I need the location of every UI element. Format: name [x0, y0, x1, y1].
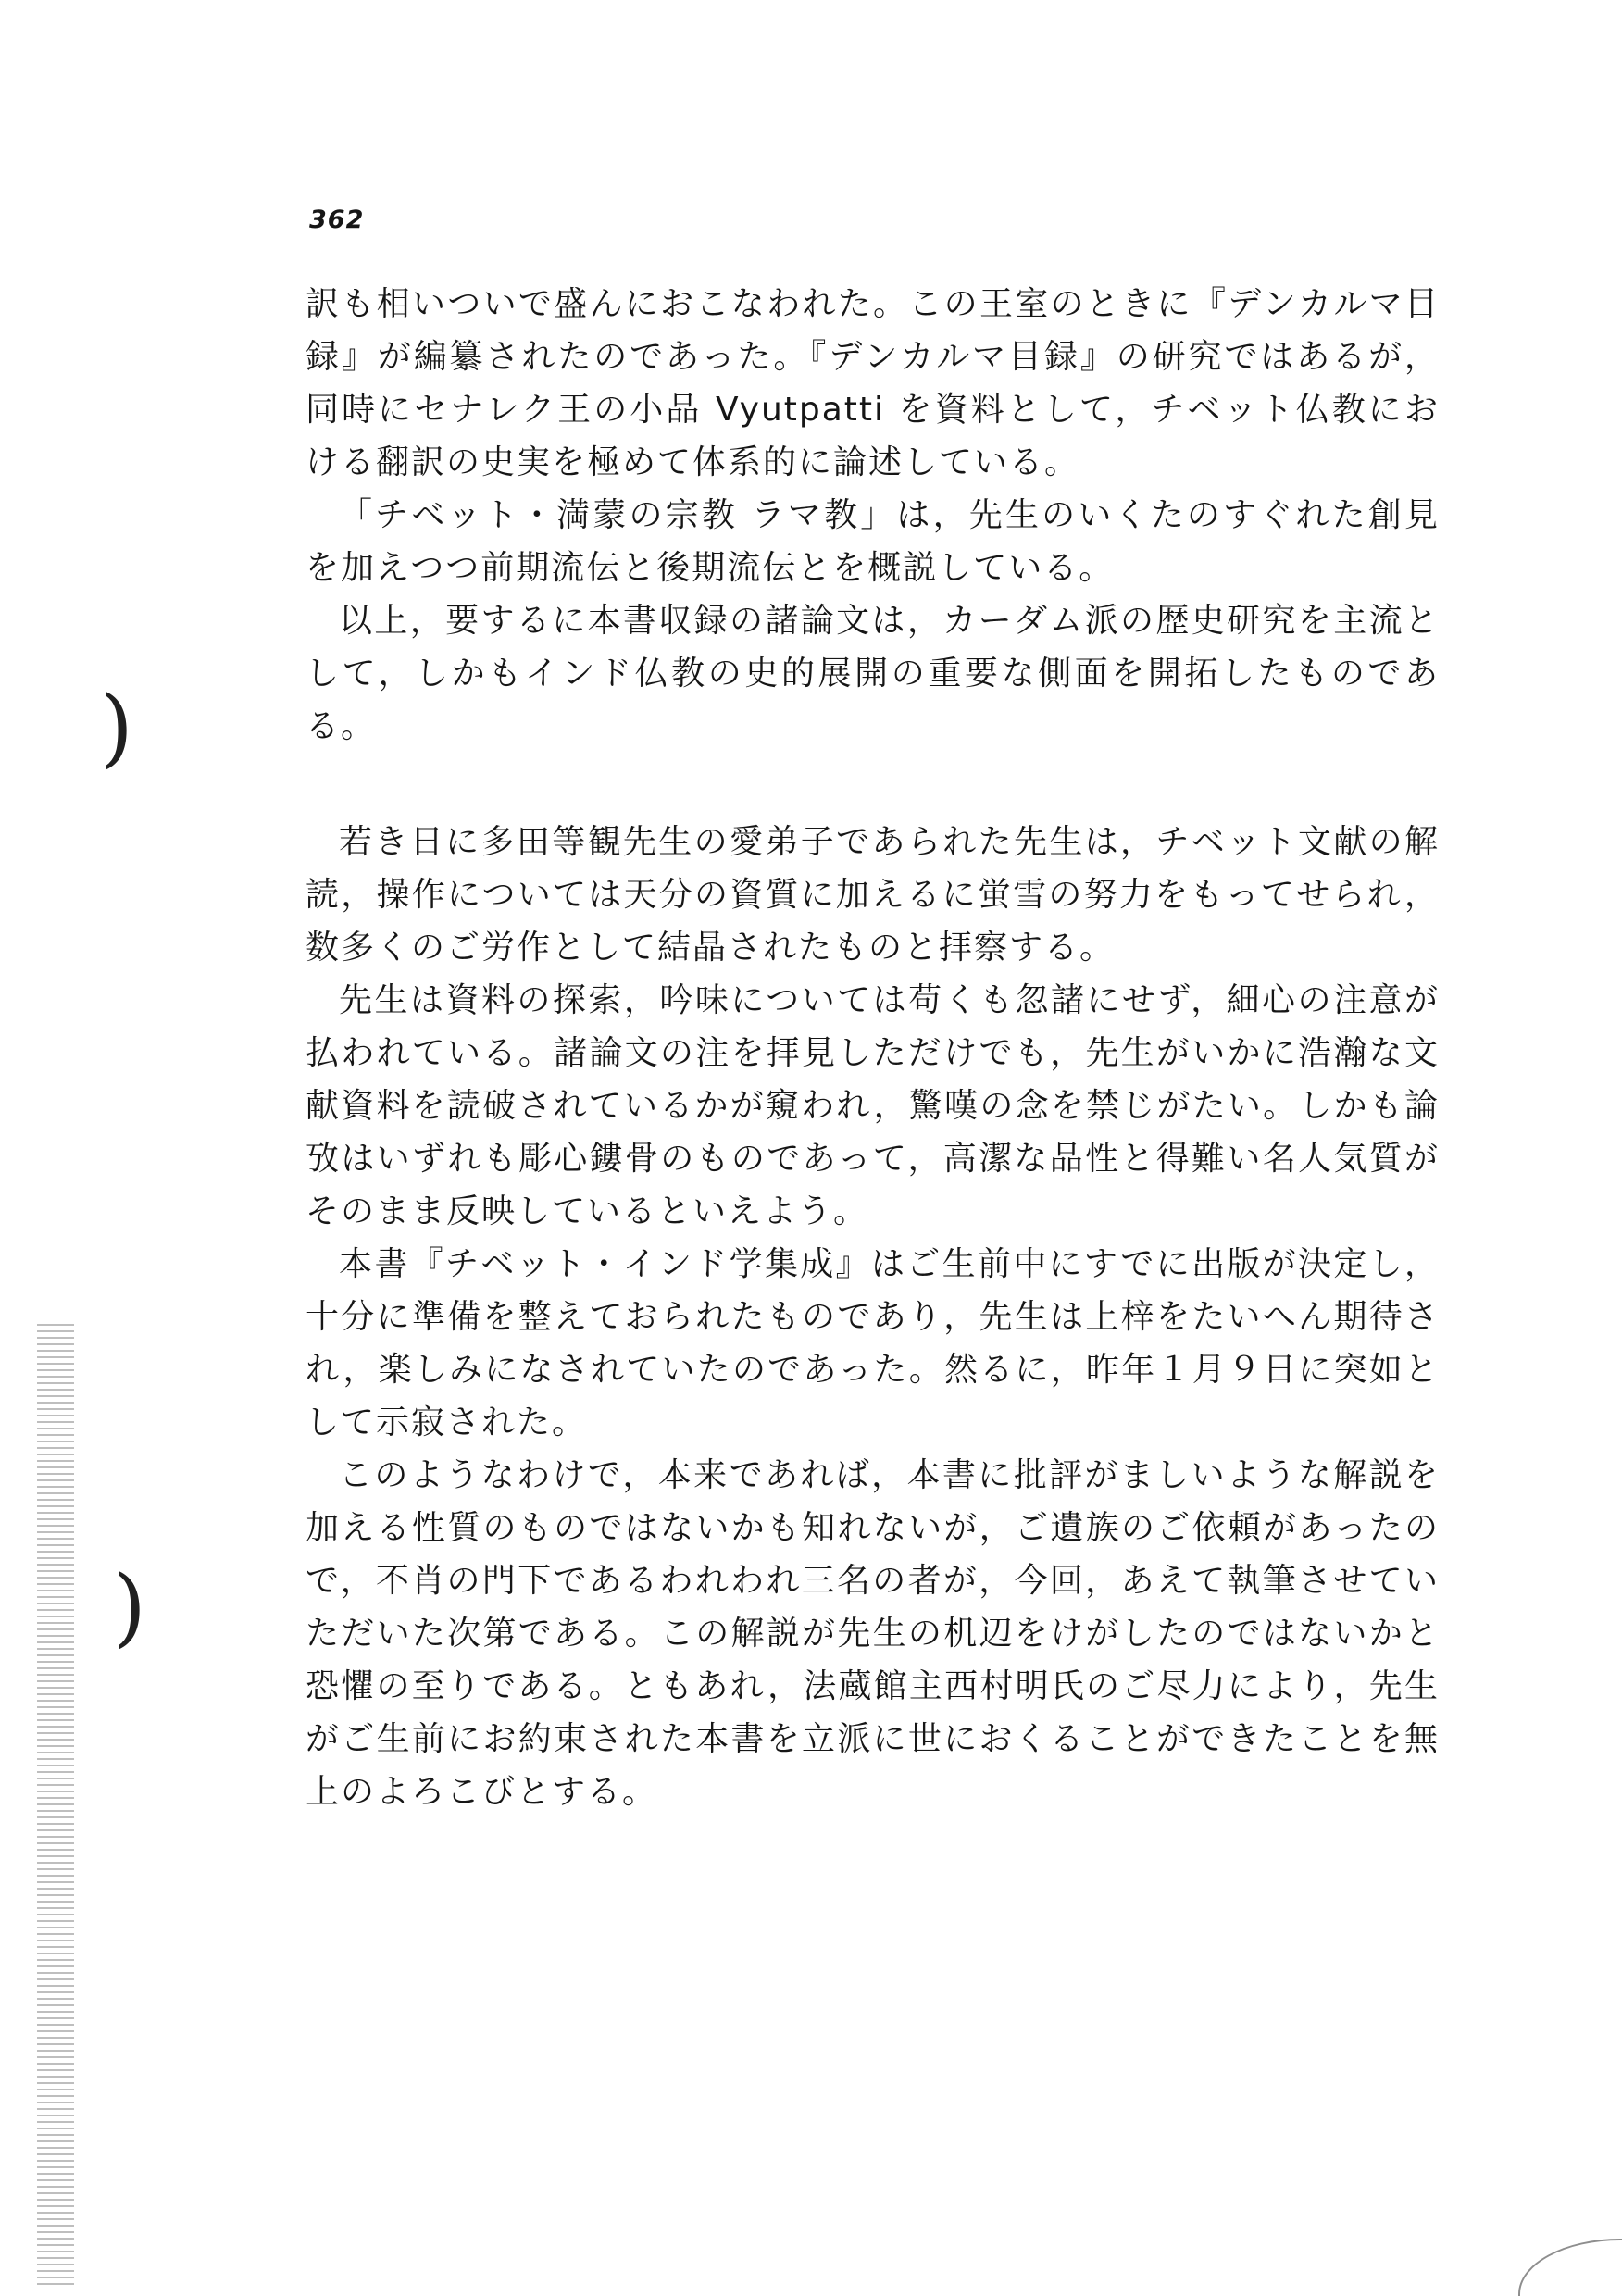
paragraph: 先生は資料の探索，吟味については苟くも忽諸にせず，細心の注意が払われている。諸論文の注を拝見しただけでも，先生がいかに浩瀚な文献資料を読破されているかが窺われ，驚嘆の念を禁じがたい。しかも論攷はいずれも彫心鏤骨のものであって，高潔な品性と得難い名人気質がそのまま反映しているといえよう。: [306, 981, 1440, 1230]
binding-edge-shadow: [37, 1324, 74, 2287]
section-gap: [306, 753, 1440, 816]
paragraph: このようなわけで，本来であれば，本書に批評がましいような解説を加える性質のものではないかも知れないが，ご遺族のご依頼があったので，不肖の門下であるわれわれ三名の者が，今回，あえて執筆させていただいた次第である。この解説が先生の机辺をけがしたのではないかと恐懼の至りである。ともあれ，法蔵館主西村明氏のご尽力により，先生がご生前にお約束された本書を立派に世におくることができたことを無上のよろこびとする。: [306, 1456, 1440, 1811]
paragraph: 若き日に多田等観先生の愛弟子であられた先生は，チベット文献の解読，操作については天分の資質に加えるに蛍雪の努力をもってせられ，数多くのご労作として結晶されたものと拝察する。: [306, 823, 1440, 967]
paragraph: 以上，要するに本書収録の諸論文は，カーダム派の歴史研究を主流として，しかもインド仏教の史的展開の重要な側面を開拓したものである。: [306, 602, 1440, 745]
page-corner-curl: [1518, 2239, 1622, 2296]
page-number: 362: [309, 206, 365, 234]
paragraph: 訳も相いついで盛んにおこなわれた。この王室のときに『デンカルマ目録』が編纂されたのであった。『デンカルマ目録』の研究ではあるが，同時にセナレク王の小品 Vyutpatti を資料として，チベット仏教における翻訳の史実を極めて体系的に論述している。: [306, 285, 1440, 481]
paragraph: 本書『チベット・インド学集成』はご生前中にすでに出版が決定し，十分に準備を整えておられたものであり，先生は上梓をたいへん期待され，楽しみになされていたのであった。然るに，昨年１月９日に突如として示寂された。: [306, 1245, 1440, 1441]
body-text: [306, 278, 1440, 1818]
punch-hole-mark: ): [100, 678, 133, 777]
paragraph: 「チベット・満蒙の宗教 ラマ教」は，先生のいくたのすぐれた創見を加えつつ前期流伝と後期流伝とを概説している。: [306, 496, 1440, 587]
punch-hole-mark: ): [113, 1557, 146, 1656]
